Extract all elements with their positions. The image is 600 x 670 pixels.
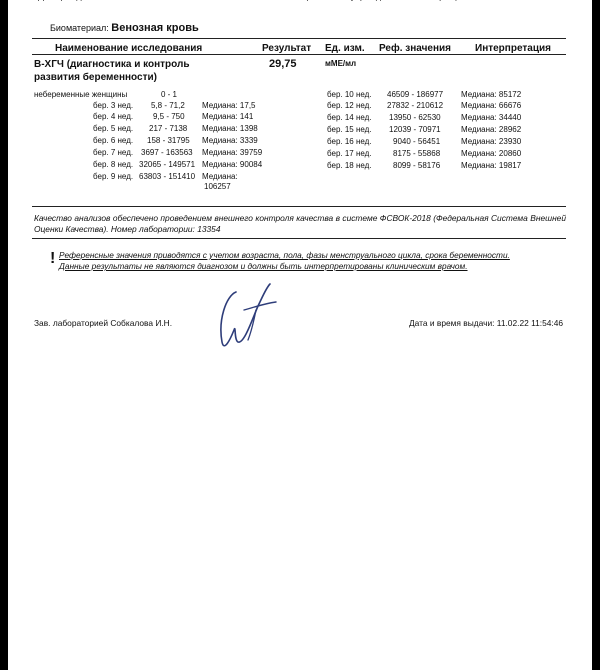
ref-label: небеременные женщины — [34, 90, 128, 99]
ref-label: бер. 16 нед. — [327, 137, 372, 146]
header-name: Наименование исследования — [55, 43, 203, 54]
ref-range: 13950 - 62530 — [389, 113, 441, 122]
ref-label: бер. 4 нед. — [93, 112, 134, 121]
ref-label: бер. 17 нед. — [327, 149, 372, 158]
quality-note: Качество анализов обеспечено проведением внешнего контроля качества в системе ФСВОК-2018 (Федеральная Система Внешней Оценки Качества). Номер лаборатории: 13354 — [34, 213, 566, 234]
dob-value — [107, 0, 152, 1]
ref-median: Медиана: 23930 — [461, 137, 522, 146]
ref-range: 27832 - 210612 — [387, 101, 444, 110]
header-ref: Реф. значения — [379, 43, 452, 54]
dob-label — [38, 0, 104, 1]
ref-range: 158 - 31795 — [147, 136, 190, 145]
ref-median: Медиана: 90084 — [202, 160, 263, 169]
ref-row — [34, 90, 127, 100]
ref-median: Медиана: 17,5 — [202, 101, 256, 110]
ref-median: Медиана: 1398 — [202, 124, 258, 133]
biomaterial — [50, 22, 199, 34]
sex-field — [186, 0, 247, 1]
institution-field — [290, 0, 476, 1]
ref-range: 0 - 1 — [161, 90, 178, 99]
table-header-rule — [32, 54, 566, 55]
institution-value — [406, 0, 476, 1]
header-interpretation: Интерпретация — [475, 43, 551, 54]
ref-median: Медиана: 20860 — [461, 149, 522, 158]
ref-label: бер. 14 нед. — [327, 113, 372, 122]
ref-label: бер. 3 нед. — [93, 101, 134, 110]
lab-report-page — [8, 0, 592, 670]
ref-median-value: 106257 — [204, 182, 231, 191]
test-result: 29,75 — [269, 58, 297, 70]
ref-median: Медиана: 85172 — [461, 90, 522, 99]
ref-range: 63803 - 151410 — [139, 172, 196, 181]
ref-range: 3697 - 163563 — [141, 148, 193, 157]
warning-text — [59, 250, 510, 272]
ref-label: бер. 9 нед. — [93, 172, 134, 181]
quality-top-rule — [32, 206, 566, 207]
ref-range: 217 - 7138 — [149, 124, 188, 133]
ref-label: бер. 5 нед. — [93, 124, 134, 133]
ref-label: бер. 10 нед. — [327, 90, 372, 99]
signature-image — [208, 280, 288, 360]
ref-range: 8099 - 58176 — [393, 161, 441, 170]
ref-median: Медиана: 28962 — [461, 125, 522, 134]
ref-median: Медиана: 141 — [202, 112, 254, 121]
head-of-lab: Зав. лабораторией Собкалова И.Н. — [34, 318, 173, 328]
institution-label — [290, 0, 404, 1]
ref-median: Медиана: 3339 — [202, 136, 258, 145]
ref-range: 8175 - 55868 — [393, 149, 441, 158]
header-result: Результат — [262, 43, 312, 54]
ref-median: Медиана: 19817 — [461, 161, 522, 170]
biomaterial-label: Биоматериал: — [50, 23, 109, 33]
ref-range: 46509 - 186977 — [387, 90, 444, 99]
ref-range: 9,5 - 750 — [153, 112, 185, 121]
dob-field — [38, 0, 152, 1]
ref-median: Медиана: 66676 — [461, 101, 522, 110]
ref-median: Медиана: 34440 — [461, 113, 522, 122]
warning-line-2: Данные результаты не являются диагнозом и должны быть интерпретированы клиническим врачом. — [59, 261, 468, 271]
ref-label: бер. 15 нед. — [327, 125, 372, 134]
ref-label: бер. 18 нед. — [327, 161, 372, 170]
table-top-rule — [32, 38, 566, 39]
ref-label: бер. 8 нед. — [93, 160, 134, 169]
warning-icon: ! — [50, 250, 56, 267]
ref-label: бер. 7 нед. — [93, 148, 134, 157]
ref-label: бер. 12 нед. — [327, 101, 372, 110]
ref-range: 5,8 - 71,2 — [151, 101, 185, 110]
sex-label — [186, 0, 205, 1]
quality-bottom-rule — [32, 238, 566, 239]
ref-range: 9040 - 56451 — [393, 137, 441, 146]
test-name: B-ХГЧ (диагностика и контроль развития беременности) — [34, 59, 190, 83]
ref-range: 12039 - 70971 — [389, 125, 441, 134]
issue-datetime: Дата и время выдачи: 11.02.22 11:54:46 — [409, 318, 564, 328]
header-unit: Ед. изм. — [325, 43, 365, 54]
warning-line-1: Референсные значения приводятся с учетом возраста, пола, фазы менструального цикла, срока беременности. — [59, 250, 510, 260]
ref-median: Медиана: 39759 — [202, 148, 263, 157]
ref-label: бер. 6 нед. — [93, 136, 134, 145]
test-unit: мМЕ/мл — [325, 59, 357, 68]
biomaterial-value: Венозная кровь — [111, 22, 199, 34]
ref-median: Медиана: — [202, 172, 238, 181]
sex-value — [208, 0, 247, 1]
ref-range: 32065 - 149571 — [139, 160, 196, 169]
